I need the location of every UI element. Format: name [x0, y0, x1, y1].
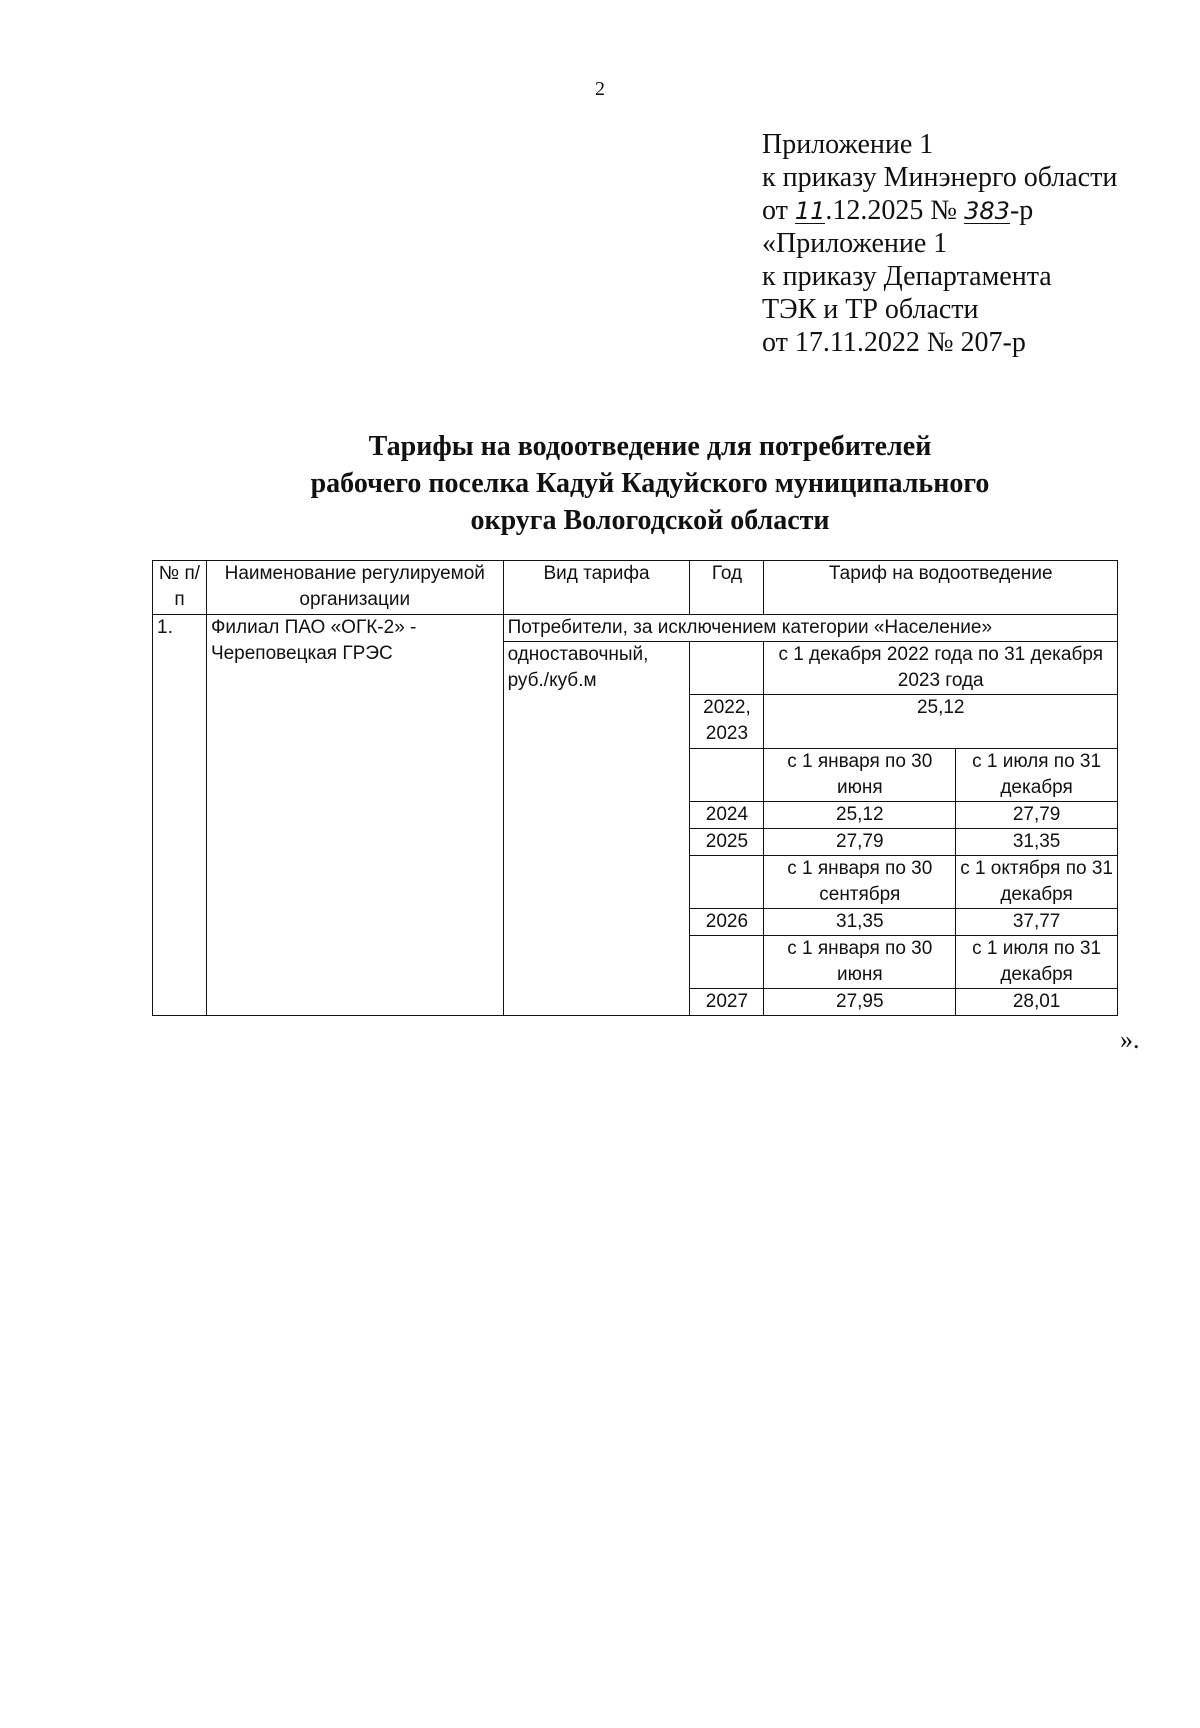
year-2022-2023: 2022, 2023	[690, 695, 764, 749]
value-2024-h2: 27,79	[956, 802, 1118, 829]
value-2026-first: 31,35	[764, 909, 956, 936]
period-2022-2023: с 1 декабря 2022 года по 31 декабря 2023 года	[764, 642, 1118, 695]
tariff-type: одноставочный, руб./куб.м	[503, 642, 690, 1016]
organization-name: Филиал ПАО «ОГК-2» - Череповецкая ГРЭС	[206, 615, 503, 1016]
period-2026-second: с 1 октября по 31 декабря	[956, 856, 1118, 909]
value-2025-h2: 31,35	[956, 829, 1118, 856]
appendix-line: от 17.11.2022 № 207-р	[762, 327, 1026, 358]
value-2027-first: 27,95	[764, 989, 956, 1016]
header-organization: Наименование регулируемой организации	[206, 561, 503, 615]
period-h2: с 1 июля по 31 декабря	[956, 749, 1118, 802]
appendix-order-line	[762, 194, 1117, 227]
header-year: Год	[690, 561, 764, 615]
value-2025-h1: 27,79	[764, 829, 956, 856]
appendix-line: к приказу Минэнерго области	[762, 162, 1118, 193]
order-suffix: -р	[1009, 195, 1034, 226]
header-number: № п/п	[153, 561, 207, 615]
year-2027: 2027	[690, 989, 764, 1016]
header-tariff: Тариф на водоотведение	[764, 561, 1118, 615]
year-2026: 2026	[690, 909, 764, 936]
value-2026-second: 37,77	[956, 909, 1118, 936]
period-2027-second: с 1 июля по 31 декабря	[956, 936, 1118, 989]
value-2024-h1: 25,12	[764, 802, 956, 829]
year-cell-empty	[690, 642, 764, 695]
consumer-category: Потребители, за исключением категории «Население»	[503, 615, 1117, 642]
value-2027-second: 28,01	[956, 989, 1118, 1016]
appendix-line: «Приложение 1	[762, 228, 948, 259]
appendix-header	[762, 128, 1117, 359]
period-2027-first: с 1 января по 30 июня	[764, 936, 956, 989]
date-rest: .12.2025 №	[825, 195, 965, 226]
title-line: Тарифы на водоотведение для потребителей	[368, 431, 932, 462]
period-2026-first: с 1 января по 30 сентября	[764, 856, 956, 909]
value-2022-2023: 25,12	[764, 695, 1118, 749]
appendix-line: ТЭК и ТР области	[762, 294, 979, 325]
row-number: 1.	[153, 615, 207, 1016]
year-cell-empty	[690, 936, 764, 989]
year-cell-empty	[690, 856, 764, 909]
year-2025: 2025	[690, 829, 764, 856]
header-tariff-type: Вид тарифа	[503, 561, 690, 615]
title-line: округа Вологодской области	[470, 505, 830, 536]
handwritten-day: 11	[794, 197, 826, 225]
handwritten-order-number: 383	[964, 197, 1010, 225]
closing-quote: ».	[1120, 1025, 1140, 1054]
appendix-line: к приказу Департамента	[762, 261, 1052, 292]
tariff-table	[152, 560, 1118, 1016]
title-line: рабочего поселка Кадуй Кадуйского муниципального	[310, 468, 990, 499]
appendix-line: Приложение 1	[762, 129, 934, 160]
document-title	[0, 428, 1200, 539]
period-h1: с 1 января по 30 июня	[764, 749, 956, 802]
date-prefix: от	[762, 195, 795, 226]
year-2024: 2024	[690, 802, 764, 829]
year-cell-empty	[690, 749, 764, 802]
page-number: 2	[595, 78, 605, 100]
